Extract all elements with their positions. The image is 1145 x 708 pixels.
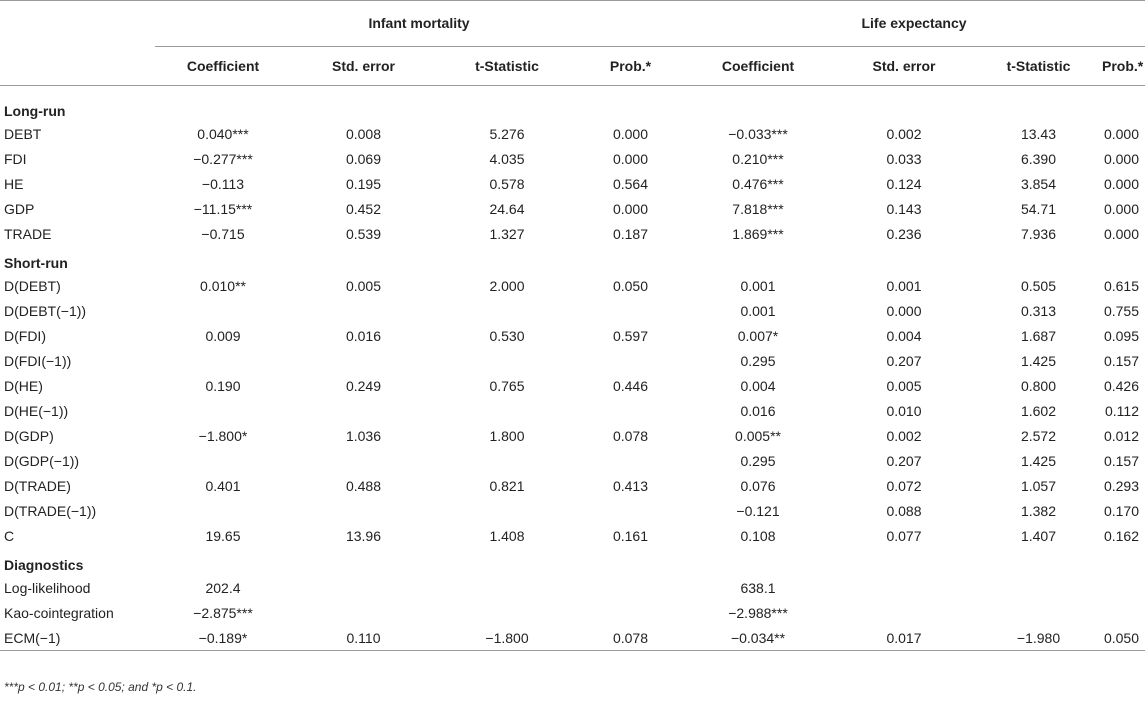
table-cell: 0.076 — [740, 477, 776, 494]
table-cell — [436, 398, 578, 423]
row-label: D(HE(−1)) — [4, 402, 69, 419]
table-cell — [1102, 600, 1145, 625]
table-row — [0, 298, 1145, 323]
table-cell: 0.016 — [740, 402, 776, 419]
table-cell: 0.249 — [345, 377, 382, 394]
table-cell: −2.988*** — [728, 604, 788, 621]
row-label: D(GDP(−1)) — [4, 452, 80, 469]
table-cell: 2.572 — [1020, 427, 1057, 444]
table-cell: 0.162 — [1103, 527, 1139, 544]
table-cell: −0.277*** — [193, 150, 253, 167]
col-header: Std. error — [872, 58, 936, 74]
group-life-expectancy: Life expectancy — [683, 0, 1145, 47]
table-cell: 0.088 — [886, 502, 922, 519]
table-cell — [975, 575, 1102, 600]
row-label: D(TRADE(−1)) — [4, 502, 97, 519]
table-cell: 0.001 — [886, 277, 922, 294]
table-cell: 1.425 — [1020, 452, 1057, 469]
table-cell: 0.170 — [1103, 502, 1139, 519]
section-row — [0, 86, 1145, 122]
table-row — [0, 221, 1145, 246]
table-cell: 0.313 — [1020, 302, 1057, 319]
table-cell — [436, 298, 578, 323]
row-label: D(GDP) — [4, 427, 54, 444]
row-label: HE — [4, 175, 24, 192]
table-cell: 638.1 — [740, 579, 776, 596]
col-header: t-Statistic — [475, 58, 539, 74]
table-cell: 0.000 — [1103, 200, 1139, 217]
col-header: Prob.* — [609, 58, 652, 74]
table-cell: 0.008 — [345, 125, 382, 142]
table-cell: 0.800 — [1020, 377, 1057, 394]
table-cell — [155, 398, 291, 423]
table-cell: 0.210*** — [732, 150, 784, 167]
table-cell: 0.002 — [886, 125, 922, 142]
table-cell: −0.113 — [201, 175, 245, 192]
table-cell: 0.095 — [1103, 327, 1139, 344]
table-cell: 0.005** — [735, 427, 781, 444]
table-cell: 0.069 — [345, 150, 382, 167]
table-cell: 0.615 — [1103, 277, 1139, 294]
section-row — [0, 246, 1145, 273]
table-cell — [291, 448, 436, 473]
table-cell: 1.869*** — [732, 225, 784, 242]
table-cell: 0.821 — [489, 477, 525, 494]
table-cell: 0.017 — [833, 625, 975, 651]
table-cell: 0.161 — [612, 527, 649, 544]
table-row — [0, 121, 1145, 146]
table-cell: 0.293 — [1103, 477, 1139, 494]
table-cell — [833, 575, 975, 600]
table-cell: 0.295 — [740, 452, 776, 469]
table-row — [0, 196, 1145, 221]
table-cell: 0.000 — [1103, 175, 1139, 192]
table-row — [0, 600, 1145, 625]
table-row — [0, 423, 1145, 448]
table-cell: 0.007* — [737, 327, 779, 344]
table-cell: 0.108 — [740, 527, 776, 544]
col-header: Std. error — [331, 58, 395, 74]
table-cell: 0.000 — [886, 302, 922, 319]
table-cell: 0.000 — [612, 125, 649, 142]
table-cell: 0.190 — [205, 377, 241, 394]
section-title: Diagnostics — [4, 557, 84, 573]
table-row — [0, 575, 1145, 600]
table-cell: 54.71 — [1020, 200, 1057, 217]
table-cell: 1.036 — [345, 427, 382, 444]
table-cell: 0.000 — [1103, 225, 1139, 242]
table-cell: 0.530 — [489, 327, 525, 344]
table-row — [0, 498, 1145, 523]
column-header-row — [0, 47, 1145, 86]
section-row — [0, 548, 1145, 575]
table-cell: 0.010** — [200, 277, 246, 294]
table-cell: 0.207 — [886, 352, 922, 369]
table-cell — [291, 600, 436, 625]
footnote: ***p < 0.01; **p < 0.05; and *p < 0.1. — [4, 680, 197, 694]
table-row — [0, 323, 1145, 348]
table-cell: 0.157 — [1103, 352, 1139, 369]
table-cell: 0.000 — [612, 150, 649, 167]
table-row — [0, 473, 1145, 498]
table-cell: 0.755 — [1103, 302, 1139, 319]
table-row — [0, 625, 1145, 651]
row-label: D(FDI(−1)) — [4, 352, 72, 369]
table-cell — [578, 448, 683, 473]
table-row — [0, 448, 1145, 473]
row-label: D(DEBT(−1)) — [4, 302, 87, 319]
table-cell: −2.875*** — [193, 604, 253, 621]
group-header-row — [0, 0, 1145, 47]
table-cell — [975, 600, 1102, 625]
table-cell: 1.408 — [489, 527, 525, 544]
table-cell — [291, 575, 436, 600]
table-cell: −0.189* — [155, 625, 291, 651]
table-cell — [578, 398, 683, 423]
table-cell: 0.488 — [345, 477, 382, 494]
table-cell: 5.276 — [489, 125, 525, 142]
table-cell: 0.413 — [612, 477, 649, 494]
table-cell: 0.401 — [205, 477, 241, 494]
table-cell — [578, 348, 683, 373]
section-title: Short-run — [4, 255, 68, 271]
table-cell: 0.077 — [886, 527, 922, 544]
group-infant-mortality: Infant mortality — [155, 0, 683, 47]
table-cell — [291, 298, 436, 323]
table-cell: 0.597 — [612, 327, 649, 344]
table-cell: 0.187 — [612, 225, 649, 242]
table-cell: 3.854 — [1020, 175, 1057, 192]
table-row — [0, 273, 1145, 298]
table-cell — [1102, 575, 1145, 600]
table-cell: 0.050 — [1102, 625, 1145, 651]
table-cell: 0.505 — [1020, 277, 1057, 294]
table-cell — [155, 298, 291, 323]
row-label: DEBT — [4, 125, 42, 142]
table-cell — [578, 498, 683, 523]
table-cell: 0.564 — [612, 175, 649, 192]
table-cell: 0.578 — [489, 175, 525, 192]
table-cell: 7.936 — [1020, 225, 1057, 242]
table-cell: 0.112 — [1105, 402, 1139, 419]
table-cell — [578, 575, 683, 600]
col-header: Coefficient — [721, 58, 795, 74]
table-cell — [578, 298, 683, 323]
table-cell: −1.800 — [436, 625, 578, 651]
table-row — [0, 146, 1145, 171]
table-cell: 0.001 — [740, 302, 776, 319]
table-cell: 6.390 — [1020, 150, 1057, 167]
table-cell: −1.800* — [198, 427, 248, 444]
corner-cell — [0, 0, 155, 47]
table-cell: 0.005 — [345, 277, 382, 294]
table-cell — [436, 348, 578, 373]
table-cell: 0.295 — [740, 352, 776, 369]
table-cell: 0.539 — [345, 225, 382, 242]
row-label: Log-likelihood — [4, 579, 91, 596]
table-cell: 0.001 — [740, 277, 776, 294]
table-cell: 1.407 — [1020, 527, 1057, 544]
table-cell: 0.476*** — [732, 175, 784, 192]
table-cell — [155, 498, 291, 523]
table-cell: 0.446 — [612, 377, 649, 394]
table-cell: 7.818*** — [732, 200, 784, 217]
table-cell: 13.96 — [345, 527, 382, 544]
table-body — [0, 86, 1145, 651]
row-label: C — [4, 527, 15, 544]
table-cell: 2.000 — [489, 277, 525, 294]
col-header: t-Statistic — [1006, 58, 1071, 74]
table-cell: −0.034** — [683, 625, 833, 651]
table-cell: 0.207 — [886, 452, 922, 469]
table-cell: 1.687 — [1020, 327, 1057, 344]
row-label: D(HE) — [4, 377, 43, 394]
table-cell: 0.124 — [886, 175, 922, 192]
table-cell: 0.765 — [489, 377, 525, 394]
table-cell: 24.64 — [489, 200, 525, 217]
table-cell — [436, 448, 578, 473]
table-cell: 0.002 — [886, 427, 922, 444]
table-cell — [436, 498, 578, 523]
row-label: Kao-cointegration — [4, 604, 114, 621]
table-cell: 1.602 — [1020, 402, 1057, 419]
row-label: D(DEBT) — [4, 277, 61, 294]
table-cell — [291, 498, 436, 523]
table-cell — [155, 448, 291, 473]
table-cell: 1.057 — [1020, 477, 1057, 494]
table-cell — [155, 348, 291, 373]
table-cell: 0.004 — [886, 327, 922, 344]
table-cell — [436, 575, 578, 600]
table-cell: 0.426 — [1103, 377, 1139, 394]
table-cell: −0.033*** — [728, 125, 788, 142]
table-cell: 0.072 — [886, 477, 922, 494]
section-title: Long-run — [4, 103, 66, 119]
table-cell: −0.121 — [736, 502, 780, 519]
table-cell: 0.012 — [1103, 427, 1139, 444]
row-label: D(TRADE) — [4, 477, 71, 494]
table-cell: 1.327 — [489, 225, 525, 242]
row-label: FDI — [4, 150, 27, 167]
table-cell: 0.157 — [1103, 452, 1139, 469]
table-cell: 0.078 — [578, 625, 683, 651]
table-cell: −11.15*** — [193, 200, 253, 217]
table-cell: 0.110 — [291, 625, 436, 651]
table-cell: 0.000 — [1103, 125, 1139, 142]
table-cell: 0.078 — [612, 427, 649, 444]
table-cell: 1.382 — [1020, 502, 1057, 519]
table-cell: 0.000 — [1103, 150, 1139, 167]
row-label: GDP — [4, 200, 35, 217]
col-header: Prob.* — [1102, 58, 1144, 74]
table-cell: 1.800 — [489, 427, 525, 444]
row-label-header — [0, 47, 155, 86]
table-cell: 0.033 — [886, 150, 922, 167]
table-row — [0, 523, 1145, 548]
table-cell: 4.035 — [489, 150, 525, 167]
table-row — [0, 398, 1145, 423]
table-cell — [291, 348, 436, 373]
table-row — [0, 373, 1145, 398]
table-cell — [291, 398, 436, 423]
table-cell — [436, 600, 578, 625]
table-cell: −1.980 — [975, 625, 1102, 651]
col-header: Coefficient — [186, 58, 260, 74]
table-row — [0, 348, 1145, 373]
table-cell: 0.143 — [886, 200, 922, 217]
table-cell: 0.452 — [345, 200, 382, 217]
table-cell: −0.715 — [201, 225, 245, 242]
table-cell: 0.236 — [886, 225, 922, 242]
table-cell: 0.050 — [612, 277, 649, 294]
table-cell: 13.43 — [1020, 125, 1057, 142]
table-cell: 202.4 — [205, 579, 241, 596]
table-cell: 0.040*** — [197, 125, 249, 142]
table-cell: 0.010 — [886, 402, 922, 419]
table-cell: 19.65 — [205, 527, 241, 544]
table-cell: 0.016 — [345, 327, 382, 344]
table-row — [0, 171, 1145, 196]
row-label: ECM(−1) — [0, 625, 155, 651]
table-cell: 0.009 — [205, 327, 241, 344]
row-label: D(FDI) — [4, 327, 46, 344]
table-cell: 0.000 — [612, 200, 649, 217]
table-cell — [833, 600, 975, 625]
table-cell — [578, 600, 683, 625]
table-cell: 1.425 — [1020, 352, 1057, 369]
table-cell: 0.005 — [886, 377, 922, 394]
table-cell: 0.004 — [740, 377, 776, 394]
row-label: TRADE — [4, 225, 52, 242]
table-cell: 0.195 — [345, 175, 382, 192]
